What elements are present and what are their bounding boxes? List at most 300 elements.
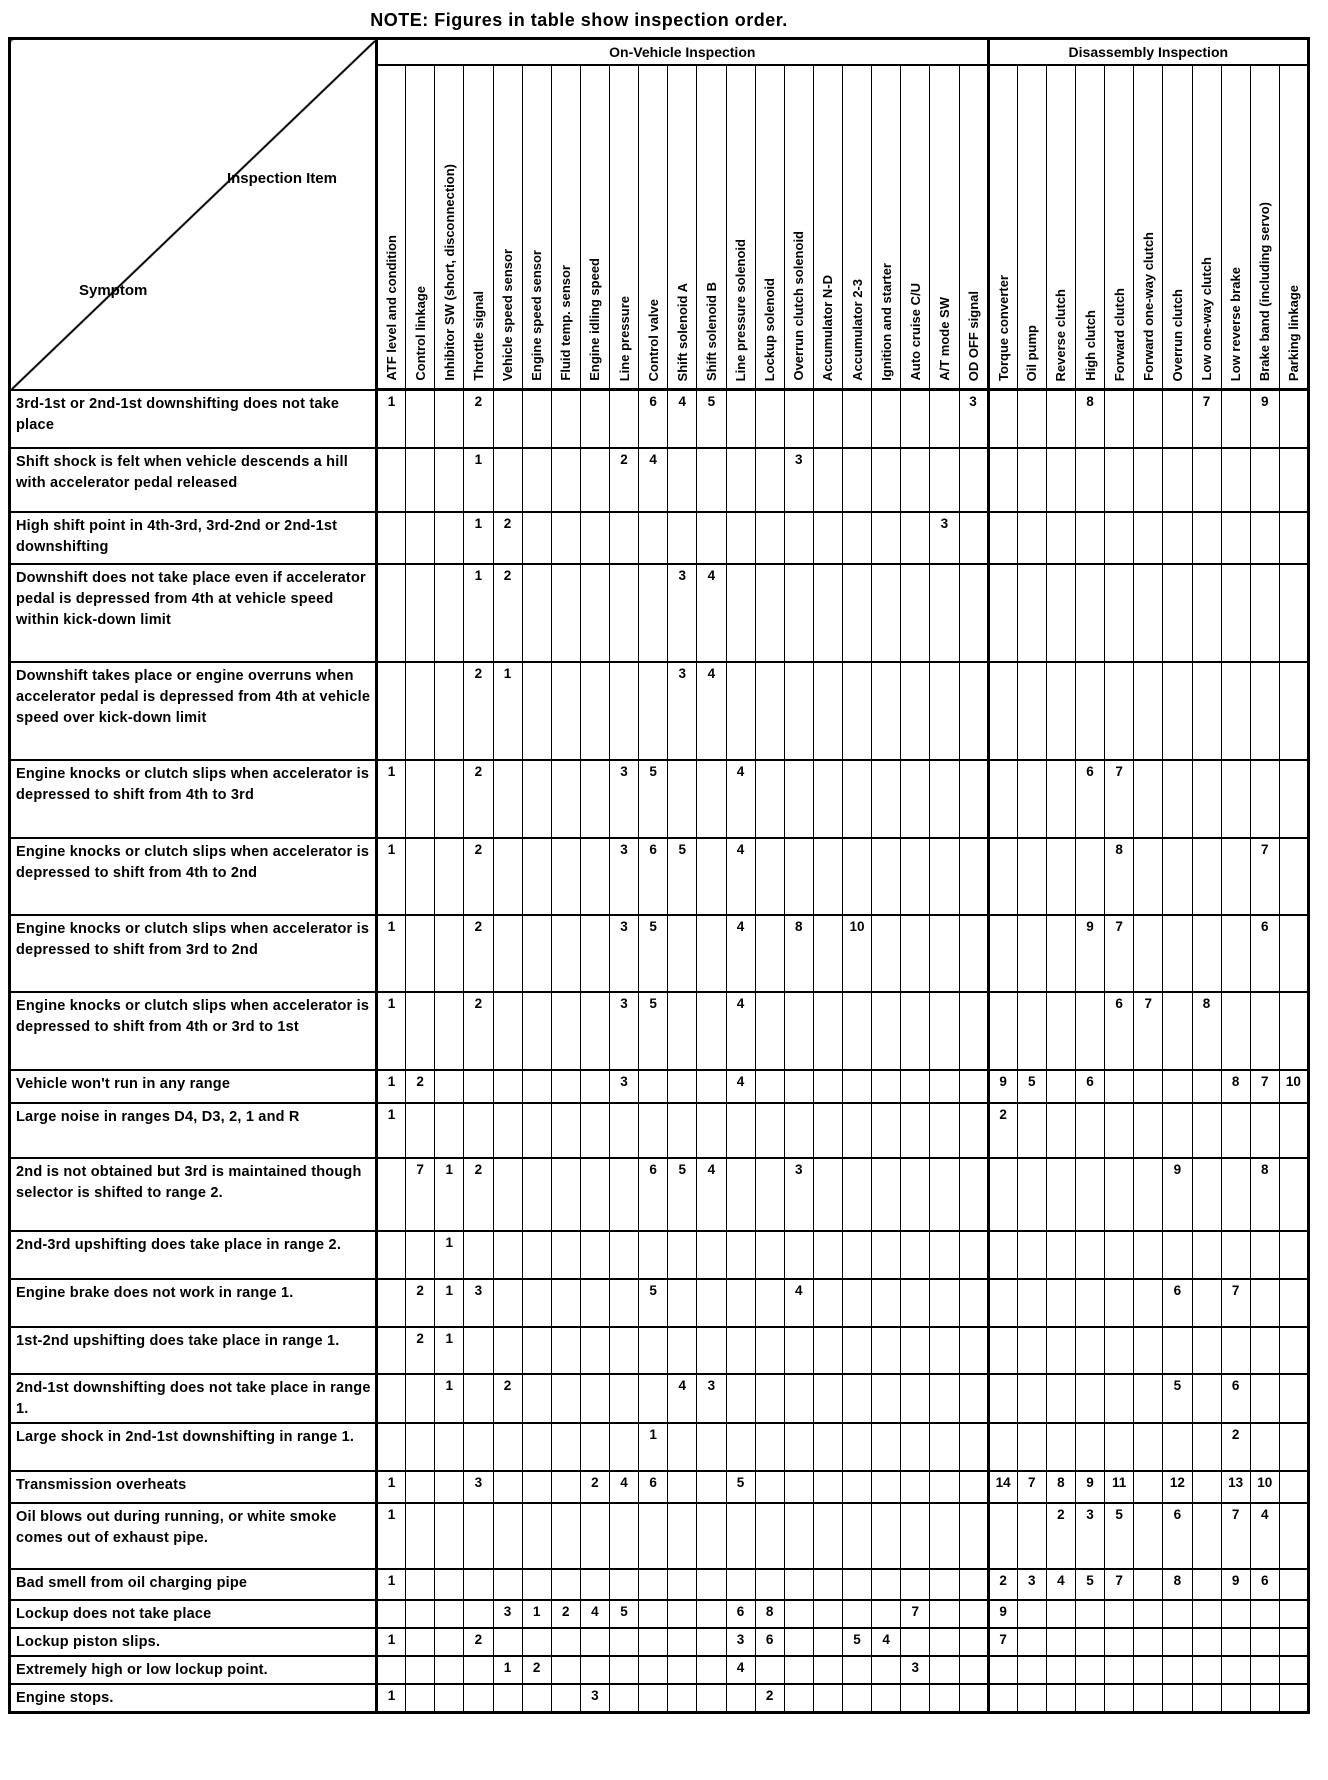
column-header-label: Line pressure [616,295,632,381]
order-cell: 4 [726,915,755,992]
order-cell [1250,448,1279,512]
column-header-label: Engine idling speed [587,258,603,381]
column-header [377,65,406,390]
symptom-cell: 2nd-3rd upshifting does take place in range 2. [10,1231,377,1279]
table-row [10,448,1309,512]
order-cell [668,1656,697,1684]
order-cell [1250,564,1279,662]
order-cell [551,662,580,760]
order-cell [697,1327,726,1374]
column-header-label: Overrun clutch solenoid [791,231,807,381]
order-cell [959,1684,988,1713]
order-cell [1046,838,1075,915]
order-cell [668,448,697,512]
column-header-label: Accumulator 2-3 [849,279,865,381]
order-cell [1105,1279,1134,1327]
order-cell [1134,1569,1163,1600]
order-cell: 5 [1105,1503,1134,1569]
table-row [10,662,1309,760]
order-cell [1017,1327,1046,1374]
order-cell [697,1600,726,1628]
order-cell: 6 [639,1471,668,1503]
order-cell [1192,1327,1221,1374]
order-cell: 1 [377,1569,406,1600]
symptom-cell: 2nd-1st downshifting does not take place in range 1. [10,1374,377,1423]
order-cell [726,1231,755,1279]
order-cell [1221,992,1250,1070]
order-cell [813,564,842,662]
column-header-label: Control linkage [412,286,428,381]
table-row [10,390,1309,448]
order-cell [1221,1600,1250,1628]
order-cell [872,1103,901,1158]
order-cell [551,448,580,512]
order-cell: 1 [464,448,493,512]
order-cell [1046,448,1075,512]
column-header-label: Parking linkage [1285,284,1301,381]
order-cell [435,1423,464,1471]
order-cell [872,1231,901,1279]
order-cell: 6 [639,1158,668,1231]
column-header [1163,65,1192,390]
column-header-label: ATF level and condition [384,235,400,381]
order-cell [843,448,872,512]
order-cell [1017,564,1046,662]
order-cell [1192,564,1221,662]
order-cell: 5 [639,992,668,1070]
order-cell [435,564,464,662]
order-cell [988,564,1017,662]
order-cell [901,1684,930,1713]
order-cell [930,390,959,448]
order-cell [1134,1423,1163,1471]
order-cell [1192,1684,1221,1713]
table-row [10,1628,1309,1656]
order-cell [1279,1628,1308,1656]
order-cell [668,1327,697,1374]
order-cell [843,1103,872,1158]
order-cell [610,1231,639,1279]
order-cell [1221,1158,1250,1231]
order-cell [493,915,522,992]
order-cell: 1 [377,992,406,1070]
order-cell [1163,1423,1192,1471]
order-cell: 5 [639,760,668,838]
order-cell [813,1656,842,1684]
order-cell [843,1503,872,1569]
order-cell [930,1684,959,1713]
order-cell [551,760,580,838]
order-cell [930,1231,959,1279]
order-cell [872,1327,901,1374]
order-cell: 11 [1105,1471,1134,1503]
order-cell [901,448,930,512]
order-cell: 4 [610,1471,639,1503]
order-cell [1076,1374,1105,1423]
order-cell [784,1327,813,1374]
order-cell [1279,760,1308,838]
order-cell [522,564,551,662]
order-cell [610,1423,639,1471]
order-cell [668,1423,697,1471]
order-cell [406,512,435,564]
table-row [10,992,1309,1070]
order-cell [726,1103,755,1158]
order-cell [1221,1231,1250,1279]
order-cell [755,448,784,512]
order-cell [406,1628,435,1656]
order-cell [551,1374,580,1423]
order-cell [1250,1327,1279,1374]
order-cell [493,448,522,512]
order-cell [697,838,726,915]
order-cell [580,992,609,1070]
order-cell [1221,1656,1250,1684]
order-cell [1163,1327,1192,1374]
order-cell [901,1070,930,1103]
order-cell [1279,1423,1308,1471]
order-cell [610,1628,639,1656]
order-cell: 1 [377,915,406,992]
symptom-cell: Engine knocks or clutch slips when accelerator is depressed to shift from 3rd to 2nd [10,915,377,992]
order-cell [1221,512,1250,564]
order-cell [959,1628,988,1656]
order-cell [580,390,609,448]
order-cell [580,1103,609,1158]
order-cell: 7 [1192,390,1221,448]
order-cell [610,1684,639,1713]
order-cell [755,564,784,662]
order-cell: 7 [1134,992,1163,1070]
order-cell [813,1279,842,1327]
order-cell [522,662,551,760]
order-cell [493,1279,522,1327]
order-cell [1134,1471,1163,1503]
order-cell [1163,1600,1192,1628]
table-row [10,1279,1309,1327]
order-cell: 5 [843,1628,872,1656]
order-cell [1279,1503,1308,1569]
table-row [10,1569,1309,1600]
order-cell [988,760,1017,838]
order-cell: 8 [1221,1070,1250,1103]
order-cell [1192,1374,1221,1423]
order-cell [1250,1279,1279,1327]
order-cell [755,1656,784,1684]
order-cell [784,1600,813,1628]
order-cell: 2 [1221,1423,1250,1471]
column-header [1279,65,1308,390]
order-cell [1279,992,1308,1070]
order-cell [813,448,842,512]
order-cell: 4 [668,1374,697,1423]
order-cell: 3 [580,1684,609,1713]
column-header-label: Forward one-way clutch [1140,232,1156,381]
order-cell: 12 [1163,1471,1192,1503]
order-cell: 1 [377,1503,406,1569]
order-cell [784,1471,813,1503]
order-cell [522,390,551,448]
order-cell [406,1471,435,1503]
table-row [10,1327,1309,1374]
order-cell [435,1103,464,1158]
order-cell [1134,1374,1163,1423]
order-cell [988,662,1017,760]
order-cell: 3 [697,1374,726,1423]
symptom-cell: Engine knocks or clutch slips when accelerator is depressed to shift from 4th to 2nd [10,838,377,915]
order-cell [551,564,580,662]
order-cell: 9 [1076,1471,1105,1503]
order-cell [1046,1656,1075,1684]
order-cell [522,1103,551,1158]
order-cell: 4 [726,1070,755,1103]
order-cell [580,760,609,838]
order-cell [813,1569,842,1600]
order-cell [1192,1628,1221,1656]
order-cell [697,1423,726,1471]
order-cell [1046,1279,1075,1327]
order-cell [580,1503,609,1569]
order-cell [843,1158,872,1231]
order-cell [435,1684,464,1713]
order-cell [1046,915,1075,992]
order-cell [1134,1158,1163,1231]
order-cell [610,1103,639,1158]
order-cell: 1 [639,1423,668,1471]
order-cell [464,1374,493,1423]
column-header [1250,65,1279,390]
order-cell [901,512,930,564]
order-cell [1017,512,1046,564]
order-cell [551,992,580,1070]
order-cell: 2 [493,564,522,662]
order-cell [930,1103,959,1158]
order-cell [1017,1503,1046,1569]
order-cell [551,390,580,448]
order-cell [988,390,1017,448]
order-cell [901,838,930,915]
table-row [10,760,1309,838]
order-cell [930,1471,959,1503]
symptom-cell: Vehicle won't run in any range [10,1070,377,1103]
order-cell [843,1070,872,1103]
order-cell [1192,838,1221,915]
order-cell [872,760,901,838]
order-cell [406,448,435,512]
order-cell [1134,915,1163,992]
order-cell [843,1684,872,1713]
order-cell: 4 [639,448,668,512]
order-cell [1192,512,1221,564]
order-cell: 2 [406,1327,435,1374]
order-cell: 2 [522,1656,551,1684]
group-header-row [10,39,1309,66]
order-cell [435,1628,464,1656]
order-cell [464,1656,493,1684]
order-cell [551,838,580,915]
order-cell [813,1503,842,1569]
order-cell [872,992,901,1070]
order-cell [988,915,1017,992]
order-cell: 2 [493,512,522,564]
column-header [1134,65,1163,390]
column-header-label: Accumulator N-D [820,274,836,381]
symptom-cell: Engine knocks or clutch slips when accelerator is depressed to shift from 4th to 3rd [10,760,377,838]
order-cell [726,1327,755,1374]
order-cell [435,1503,464,1569]
order-cell [493,760,522,838]
order-cell [1221,760,1250,838]
order-cell [1076,1279,1105,1327]
column-header [464,65,493,390]
order-cell [872,1279,901,1327]
order-cell [1192,1231,1221,1279]
order-cell [813,1327,842,1374]
order-cell [377,1656,406,1684]
order-cell [901,1628,930,1656]
order-cell [755,1471,784,1503]
order-cell: 8 [1105,838,1134,915]
order-cell: 1 [377,1684,406,1713]
order-cell [697,512,726,564]
order-cell [1076,1684,1105,1713]
order-cell [1046,992,1075,1070]
order-cell: 1 [493,662,522,760]
order-cell [872,1423,901,1471]
order-cell [377,1374,406,1423]
order-cell [726,1158,755,1231]
order-cell [406,390,435,448]
order-cell [843,760,872,838]
order-cell [406,915,435,992]
order-cell [1046,1600,1075,1628]
order-cell [959,1103,988,1158]
order-cell: 7 [1250,1070,1279,1103]
order-cell [1017,1684,1046,1713]
order-cell [1192,1471,1221,1503]
order-cell [668,512,697,564]
order-cell [1250,760,1279,838]
order-cell [901,662,930,760]
order-cell [406,760,435,838]
order-cell [1017,1158,1046,1231]
order-cell [1163,1231,1192,1279]
order-cell [1046,1423,1075,1471]
order-cell [843,992,872,1070]
order-cell [1076,838,1105,915]
order-cell [1134,1503,1163,1569]
order-cell: 2 [580,1471,609,1503]
order-cell [755,662,784,760]
order-cell [1279,512,1308,564]
order-cell [1105,448,1134,512]
order-cell [930,1374,959,1423]
order-cell [1279,838,1308,915]
order-cell [1017,915,1046,992]
order-cell [522,448,551,512]
order-cell [551,1231,580,1279]
symptom-cell: Engine knocks or clutch slips when accelerator is depressed to shift from 4th or 3rd to 1st [10,992,377,1070]
order-cell [697,1503,726,1569]
order-cell [435,390,464,448]
order-cell [668,992,697,1070]
order-cell [610,1327,639,1374]
column-header-label: Reverse clutch [1053,288,1069,381]
order-cell [813,1600,842,1628]
order-cell: 4 [784,1279,813,1327]
order-cell: 3 [464,1471,493,1503]
order-cell: 3 [610,1070,639,1103]
table-row [10,915,1309,992]
table-row [10,512,1309,564]
order-cell [1105,1158,1134,1231]
order-cell [813,662,842,760]
symptom-cell: Engine stops. [10,1684,377,1713]
inspection-order-table [8,37,1310,1714]
column-header-label: High clutch [1082,310,1098,381]
order-cell [813,1471,842,1503]
order-cell: 3 [930,512,959,564]
order-cell [406,1569,435,1600]
order-cell [697,1656,726,1684]
symptom-cell: Transmission overheats [10,1471,377,1503]
order-cell: 4 [726,1656,755,1684]
order-cell [464,1503,493,1569]
order-cell [435,760,464,838]
order-cell [930,1628,959,1656]
column-header-label: Forward clutch [1111,287,1127,381]
order-cell [464,1569,493,1600]
order-cell [522,1569,551,1600]
order-cell [930,838,959,915]
order-cell [959,1279,988,1327]
order-cell [901,992,930,1070]
order-cell [872,915,901,992]
order-cell [464,1231,493,1279]
order-cell [406,1600,435,1628]
order-cell [872,838,901,915]
order-cell [755,1374,784,1423]
order-cell: 4 [726,838,755,915]
order-cell: 1 [464,564,493,662]
order-cell: 9 [1221,1569,1250,1600]
order-cell [435,1569,464,1600]
order-cell [843,564,872,662]
order-cell [784,1423,813,1471]
column-header [1192,65,1221,390]
symptom-cell: 3rd-1st or 2nd-1st downshifting does not take place [10,390,377,448]
order-cell [1017,1628,1046,1656]
order-cell: 5 [1017,1070,1046,1103]
order-cell [1046,760,1075,838]
order-cell [872,662,901,760]
order-cell [464,1684,493,1713]
order-cell: 10 [1279,1070,1308,1103]
column-header [784,65,813,390]
order-cell: 3 [1076,1503,1105,1569]
order-cell: 1 [435,1374,464,1423]
column-header [930,65,959,390]
order-cell [1279,1600,1308,1628]
order-cell [784,1684,813,1713]
order-cell [668,1103,697,1158]
symptom-cell: Large noise in ranges D4, D3, 2, 1 and R [10,1103,377,1158]
order-cell [843,512,872,564]
order-cell [551,512,580,564]
order-cell [843,1600,872,1628]
order-cell [668,1628,697,1656]
order-cell [1250,512,1279,564]
